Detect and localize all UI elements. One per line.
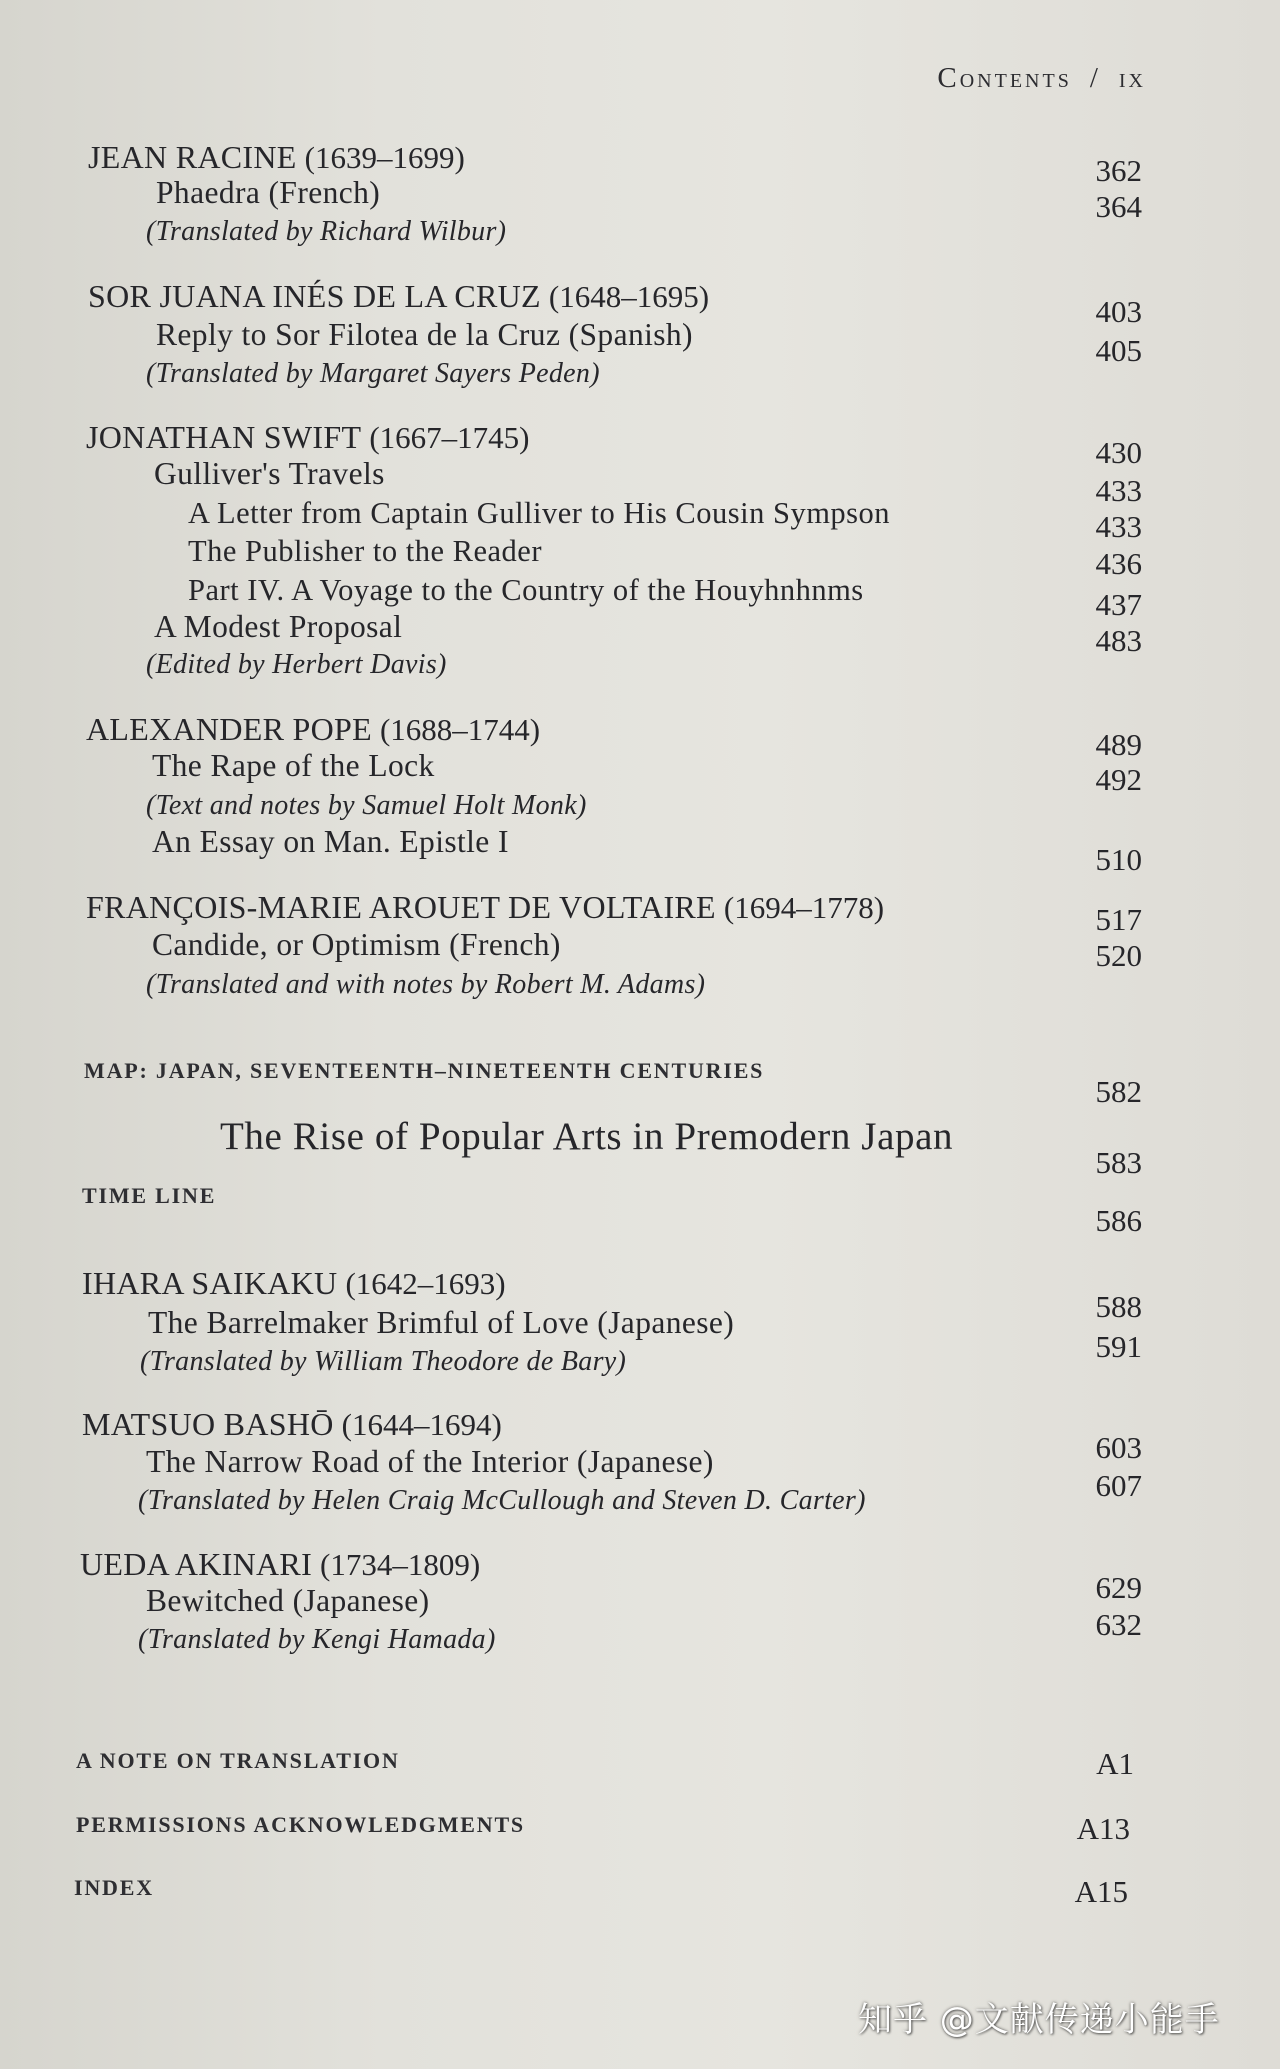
page-number: 603 bbox=[1095, 1430, 1142, 1465]
work-title: The Publisher to the Reader bbox=[188, 534, 542, 568]
work-title: A Letter from Captain Gulliver to His Cousin Sympson bbox=[188, 496, 891, 530]
page-number: 433 bbox=[1095, 509, 1142, 544]
toc-section-row bbox=[0, 1115, 1280, 1180]
page-number: 520 bbox=[1095, 938, 1142, 973]
author-name: SOR JUANA INÉS DE LA CRUZ bbox=[88, 278, 541, 314]
toc-credit-row bbox=[0, 787, 1280, 825]
author-line bbox=[86, 418, 529, 457]
work-title: Candide, or Optimism (French) bbox=[152, 927, 561, 962]
watermark-text: 知乎 @文献传递小能手 bbox=[858, 2000, 1220, 2040]
page-number: 437 bbox=[1095, 587, 1142, 622]
author-line bbox=[82, 1405, 502, 1444]
toc-credit-row bbox=[0, 1621, 1280, 1659]
page-number: 436 bbox=[1095, 546, 1142, 581]
author-dates: (1639–1699) bbox=[304, 140, 465, 175]
page-number: 583 bbox=[1095, 1145, 1142, 1180]
author-line bbox=[82, 1264, 506, 1303]
author-dates: (1642–1693) bbox=[345, 1266, 506, 1301]
author-dates: (1667–1745) bbox=[369, 420, 530, 455]
author-name: ALEXANDER POPE bbox=[86, 711, 372, 747]
author-name: JEAN RACINE bbox=[88, 139, 297, 175]
translator-credit: (Translated by Kengi Hamada) bbox=[138, 1624, 496, 1655]
work-title: Part IV. A Voyage to the Country of the Houyhnhnms bbox=[188, 573, 864, 607]
work-title: The Barrelmaker Brimful of Love (Japanese) bbox=[148, 1305, 735, 1340]
toc-work-row bbox=[0, 747, 1280, 797]
work-title: The Narrow Road of the Interior (Japanese) bbox=[146, 1444, 714, 1479]
toc-work-row bbox=[0, 316, 1280, 368]
toc-backmatter-row bbox=[0, 1806, 1280, 1844]
toc-subwork-row bbox=[0, 494, 1280, 544]
page-number: 582 bbox=[1095, 1074, 1142, 1109]
header-title: Contents bbox=[937, 62, 1072, 94]
back-matter-label: INDEX bbox=[74, 1875, 154, 1900]
toc-timeline-row bbox=[0, 1177, 1280, 1238]
toc-author-row bbox=[0, 888, 1280, 937]
work-title: Phaedra (French) bbox=[156, 175, 381, 210]
page-number: 591 bbox=[1095, 1329, 1142, 1364]
toc-backmatter-row bbox=[0, 1869, 1280, 1907]
toc-subwork-row bbox=[0, 571, 1280, 622]
toc-credit-row bbox=[0, 966, 1280, 1004]
author-dates: (1648–1695) bbox=[548, 279, 710, 314]
toc-subwork-row bbox=[0, 532, 1280, 581]
work-title: A Modest Proposal bbox=[154, 609, 403, 644]
page-number: A1 bbox=[1096, 1746, 1134, 1781]
page-number: 586 bbox=[1095, 1203, 1142, 1238]
page-number: 517 bbox=[1095, 902, 1142, 937]
toc-work-row bbox=[0, 455, 1280, 508]
toc-credit-row bbox=[0, 1482, 1280, 1520]
translator-credit: (Translated by William Theodore de Bary) bbox=[140, 1346, 627, 1377]
translator-credit: (Translated and with notes by Robert M. Adams) bbox=[146, 969, 706, 1000]
author-dates: (1644–1694) bbox=[341, 1407, 502, 1442]
work-title: Bewitched (Japanese) bbox=[146, 1583, 430, 1618]
toc-credit-row bbox=[0, 355, 1280, 393]
translator-credit: (Translated by Margaret Sayers Peden) bbox=[146, 358, 600, 389]
work-title: An Essay on Man. Epistle I bbox=[152, 824, 509, 859]
author-line bbox=[86, 710, 540, 749]
author-line bbox=[86, 888, 884, 927]
author-name: FRANÇOIS-MARIE AROUET DE VOLTAIRE bbox=[86, 889, 716, 925]
toc-credit-row bbox=[0, 1343, 1280, 1381]
page-number: 430 bbox=[1095, 435, 1142, 470]
header-separator: / bbox=[1089, 62, 1101, 94]
toc-work-row bbox=[0, 174, 1280, 224]
translator-credit: (Translated by Helen Craig McCullough and Steven D. Carter) bbox=[138, 1485, 866, 1516]
page-number: 629 bbox=[1095, 1570, 1142, 1605]
toc-author-row bbox=[0, 710, 1280, 762]
work-title: The Rape of the Lock bbox=[152, 748, 435, 783]
running-header bbox=[937, 62, 1146, 95]
author-name: IHARA SAIKAKU bbox=[82, 1265, 338, 1301]
page-number: A15 bbox=[1074, 1874, 1128, 1909]
author-line bbox=[80, 1545, 480, 1584]
toc-backmatter-row bbox=[0, 1742, 1280, 1780]
work-title: Reply to Sor Filotea de la Cruz (Spanish) bbox=[156, 317, 693, 352]
page-number: 588 bbox=[1095, 1289, 1142, 1324]
page-number: 483 bbox=[1095, 623, 1142, 658]
author-name: JONATHAN SWIFT bbox=[86, 419, 362, 455]
toc-credit-row bbox=[0, 213, 1280, 251]
author-line bbox=[88, 277, 709, 316]
editor-credit: (Edited by Herbert Davis) bbox=[146, 649, 447, 680]
header-page-number: ix bbox=[1118, 62, 1146, 94]
page-number: 492 bbox=[1095, 762, 1142, 797]
editor-credit: (Text and notes by Samuel Holt Monk) bbox=[146, 790, 587, 821]
author-name: UEDA AKINARI bbox=[80, 1546, 313, 1582]
toc-work-row bbox=[0, 926, 1280, 973]
back-matter-label: PERMISSIONS ACKNOWLEDGMENTS bbox=[76, 1812, 525, 1837]
page-number: A13 bbox=[1076, 1811, 1130, 1846]
author-dates: (1688–1744) bbox=[379, 712, 541, 747]
toc-work-row bbox=[0, 823, 1280, 877]
author-line bbox=[88, 138, 465, 177]
timeline-label: TIME LINE bbox=[82, 1183, 217, 1208]
map-label: MAP: JAPAN, SEVENTEENTH–NINETEENTH CENTURIES bbox=[84, 1058, 765, 1083]
author-dates: (1694–1778) bbox=[723, 890, 885, 925]
page-number: 510 bbox=[1095, 842, 1142, 877]
page-number: 489 bbox=[1095, 727, 1142, 762]
toc-author-row bbox=[0, 138, 1280, 188]
page-number: 362 bbox=[1095, 153, 1142, 188]
toc-work-row bbox=[0, 608, 1280, 658]
back-matter-label: A NOTE ON TRANSLATION bbox=[76, 1748, 400, 1773]
toc-author-row bbox=[0, 277, 1280, 329]
toc-map-row bbox=[0, 1052, 1280, 1109]
toc-author-row bbox=[0, 418, 1280, 470]
page-number: 632 bbox=[1095, 1607, 1142, 1642]
translator-credit: (Translated by Richard Wilbur) bbox=[146, 216, 507, 247]
work-title: Gulliver's Travels bbox=[154, 456, 385, 491]
page-number: 405 bbox=[1095, 333, 1142, 368]
section-title: The Rise of Popular Arts in Premodern Japan bbox=[220, 1115, 954, 1158]
page-number: 364 bbox=[1095, 189, 1142, 224]
page-number: 403 bbox=[1095, 294, 1142, 329]
page-number: 433 bbox=[1095, 473, 1142, 508]
toc-credit-row bbox=[0, 646, 1280, 684]
author-name: MATSUO BASHŌ bbox=[82, 1406, 334, 1442]
page-number: 607 bbox=[1095, 1468, 1142, 1503]
author-dates: (1734–1809) bbox=[320, 1547, 481, 1582]
